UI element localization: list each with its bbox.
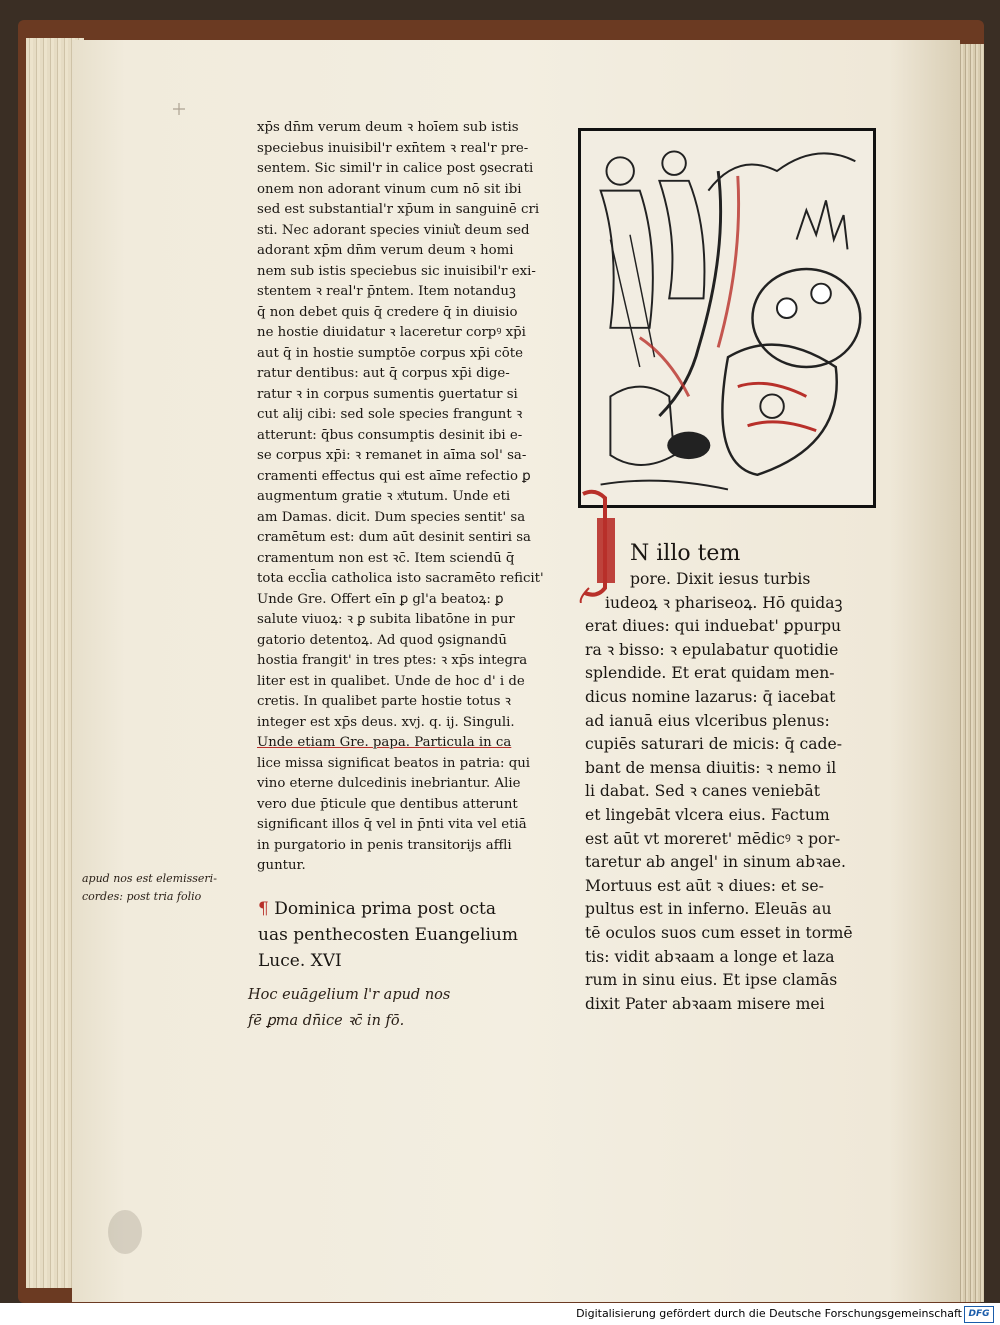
handwritten-line: Hoc euāgelium l'r apud nos bbox=[248, 987, 451, 1003]
handwritten-note-below-heading bbox=[248, 982, 548, 1034]
text-line: iudeoꝝ ꝛ phariseoꝝ. Hō quidaꝫ bbox=[605, 593, 843, 612]
text-line: speciebus inuisibil'r exn̄tem ꝛ real'r pre- bbox=[257, 140, 529, 156]
footer-bar bbox=[0, 1303, 1000, 1325]
logo-text: DFG bbox=[968, 1309, 990, 1319]
text-line: tis: vidit abꝛaam a longe et laza bbox=[585, 947, 835, 966]
text-line: Unde Gre. Offert eīn ꝑ gl'a beatoꝝ: ꝑ bbox=[257, 591, 504, 607]
text-line: tota eccl̄ia catholica isto sacramēto reficit' bbox=[257, 571, 544, 586]
text-line: cut alij cibi: sed sole species frangunt ꝛ bbox=[257, 407, 523, 422]
text-line: ad ianuā eius vlceribus plenus: bbox=[585, 711, 830, 730]
text-line: cramentum non est ꝛc̄. Item sciendū q̄ bbox=[257, 550, 515, 566]
woodcut-illustration bbox=[578, 128, 876, 508]
text-line: ne hostie diuidatur ꝛ laceretur corpꝰ xp̄i bbox=[257, 325, 526, 340]
right-page-edge bbox=[958, 44, 984, 1302]
text-line: vino eterne dulcedinis inebriantur. Alie bbox=[257, 776, 521, 791]
text-line: aut q̄ in hostie sumptōe corpus xp̄i cōte bbox=[257, 345, 523, 361]
text-line: significant illos q̄ vel in p̄nti vita vel etiā bbox=[257, 817, 527, 832]
text-line: hostia frangit' in tres ptes: ꝛ xp̄s integra bbox=[257, 653, 528, 668]
text-line: cupiēs saturari de micis: q̄ cade- bbox=[585, 735, 843, 754]
text-line: onem non adorant vinum cum nō sit ibi bbox=[257, 181, 522, 197]
text-line: splendide. Et erat quidam men- bbox=[585, 664, 835, 683]
handwritten-line: fē ꝑma dn̄ice ꝛc̄ in fō. bbox=[248, 1013, 405, 1029]
text-line: ratur ꝛ in corpus sumentis ꝯuertatur si bbox=[257, 386, 518, 402]
text-line: rum in sinu eius. Et ipse clamās bbox=[585, 971, 838, 990]
handwritten-line: cordes: post tria folio bbox=[82, 890, 202, 903]
text-line: atterunt: q̄bus consumptis desinit ibi e- bbox=[257, 427, 523, 443]
text-line: ratur dentibus: aut q̄ corpus xp̄i dige- bbox=[257, 366, 510, 381]
text-line: sti. Nec adorant species viniu͛t deum sed bbox=[257, 222, 530, 238]
right-text-column bbox=[585, 540, 875, 1016]
text-line: cramenti effectus qui est aīme refectio ꝑ bbox=[257, 468, 531, 484]
text-line: tē oculos suos cum esset in tormē bbox=[585, 923, 853, 942]
text-line: est aūt vt moreret' mēdicꝰ ꝛ por- bbox=[585, 829, 841, 848]
dfg-logo-icon bbox=[964, 1306, 994, 1323]
heading-line: uas penthecosten Euangelium bbox=[258, 925, 518, 945]
heading-text: Dominica prima post octa bbox=[274, 899, 497, 919]
text-line: pultus est in inferno. Eleuās au bbox=[585, 900, 832, 919]
text-line: taretur ab angel' in sinum abꝛae. bbox=[585, 853, 846, 872]
text-line: bant de mensa diuitis: ꝛ nemo il bbox=[585, 758, 837, 777]
handwritten-margin-note bbox=[82, 870, 267, 906]
text-line: guntur. bbox=[257, 858, 306, 873]
text-line: xp̄s dn̄m verum deum ꝛ hoīem sub istis bbox=[257, 120, 519, 135]
text-line: et lingebāt vlcera eius. Factum bbox=[585, 805, 830, 824]
text-line: ra ꝛ bisso: ꝛ epulabatur quotidie bbox=[585, 640, 839, 659]
text-line: integer est xp̄s deus. xvj. q. ij. Singuli. bbox=[257, 714, 515, 730]
pen-mark-icon bbox=[170, 100, 188, 118]
text-line: sentem. Sic simil'r in calice post ꝯsecrati bbox=[257, 161, 534, 176]
text-line: cretis. In qualibet parte hostie totus ꝛ bbox=[257, 694, 511, 709]
text-line: gatorio detentoꝝ. Ad quod ꝯsignandū bbox=[257, 632, 507, 648]
handwritten-line: apud nos est elemisseri- bbox=[82, 872, 217, 885]
text-line: sed est substantial'r xp̄um in sanguinē cri bbox=[257, 202, 540, 217]
text-line: am Damas. dicit. Dum species sentit' sa bbox=[257, 509, 526, 525]
text-line: nem sub istis speciebus sic inuisibil'r exi- bbox=[257, 263, 536, 279]
lesson-heading bbox=[258, 896, 558, 974]
text-line: adorant xp̄m dn̄m verum deum ꝛ homi bbox=[257, 243, 514, 258]
text-line: Unde etiam Gre. papa. Particula in ca bbox=[257, 735, 512, 750]
text-line: dicus nomine lazarus: q̄ iacebat bbox=[585, 687, 836, 706]
text-line: salute viuoꝝ: ꝛ ꝑ subita libatōne in pur bbox=[257, 612, 515, 627]
heading-line: Luce. XVI bbox=[258, 951, 342, 971]
funding-credit: Digitalisierung gefördert durch die Deutsche Forschungsgemeinschaft bbox=[576, 1307, 962, 1320]
text-line: erat diues: qui induebat' ꝑpurpu bbox=[585, 617, 842, 636]
heading-line bbox=[258, 896, 558, 922]
text-line: cramētum est: dum aūt desinit sentiri sa bbox=[257, 530, 531, 545]
thumb-smudge bbox=[108, 1210, 142, 1254]
text-line: vero due p̄ticule que dentibus atterunt bbox=[257, 796, 518, 812]
text-line: se corpus xp̄i: ꝛ remanet in aīma sol' sa- bbox=[257, 448, 527, 463]
paragraph-mark-icon: ¶ bbox=[258, 899, 269, 919]
gospel-incipit: N illo tem bbox=[630, 541, 741, 566]
text-line: in purgatorio in penis transitorijs affli bbox=[257, 837, 512, 853]
text-line: pore. Dixit iesus turbis bbox=[630, 570, 811, 588]
text-line: li dabat. Sed ꝛ canes veniebāt bbox=[585, 782, 820, 801]
text-line: lice missa significat beatos in patria: qui bbox=[257, 755, 531, 771]
text-line: dixit Pater abꝛaam misere mei bbox=[585, 994, 825, 1013]
text-line: augmentum gratie ꝛ xͥtutum. Unde eti bbox=[257, 489, 511, 504]
left-text-column bbox=[257, 118, 563, 877]
text-line: Mortuus est aūt ꝛ diues: et se- bbox=[585, 876, 824, 895]
text-line: stentem ꝛ real'r p̄ntem. Item notanduꝫ bbox=[257, 284, 516, 299]
text-line: liter est in qualibet. Unde de hoc d' i de bbox=[257, 673, 525, 689]
text-line: q̄ non debet quis q̄ credere q̄ in diuisio bbox=[257, 304, 518, 320]
